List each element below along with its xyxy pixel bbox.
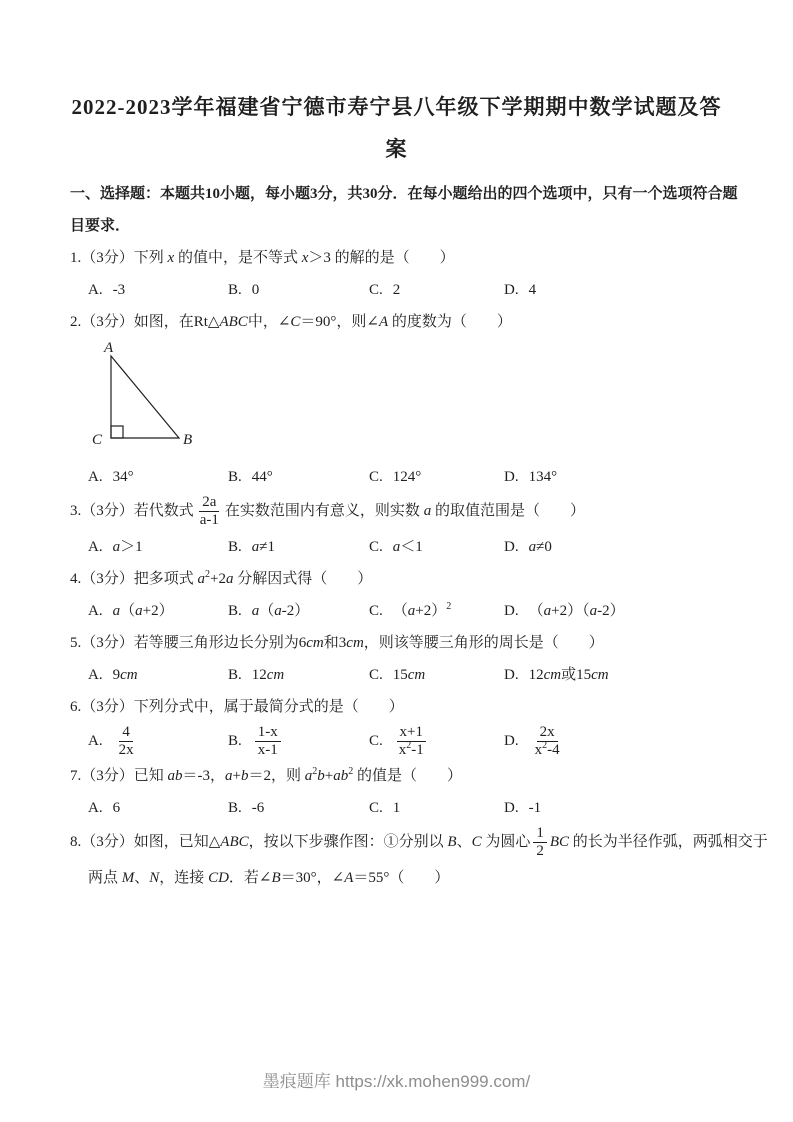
text-segment: ＝90°，则∠ bbox=[300, 314, 379, 330]
option-label: C. bbox=[369, 666, 383, 683]
option-text bbox=[113, 800, 121, 816]
text-segment: C bbox=[290, 314, 301, 330]
question-stem bbox=[0, 563, 793, 595]
text-segment: a bbox=[528, 538, 537, 555]
text-segment: ，连接 bbox=[159, 869, 209, 886]
text-segment: cm bbox=[543, 666, 562, 683]
text-segment: -1 bbox=[528, 800, 542, 816]
text-segment: 4.（3分）把多项式 bbox=[70, 570, 198, 587]
text-segment: a bbox=[423, 503, 432, 520]
question-stem bbox=[0, 760, 793, 792]
page-footer bbox=[0, 1067, 793, 1092]
text-segment: a bbox=[589, 602, 598, 619]
text-segment: 2x bbox=[118, 741, 134, 758]
text-segment: 2.（3分）如图，在Rt△ bbox=[70, 314, 220, 330]
option-text bbox=[252, 667, 285, 683]
question-stem bbox=[0, 242, 793, 274]
text-segment: 9 bbox=[112, 666, 121, 683]
question-2 bbox=[0, 306, 793, 493]
option-label: A. bbox=[88, 602, 103, 619]
text-segment: ＝55°（ ） bbox=[353, 869, 450, 886]
option-text bbox=[529, 282, 537, 298]
option-label: D. bbox=[504, 732, 519, 749]
option-label: C. bbox=[369, 282, 383, 298]
text-segment: 6.（3分）下列分式中，属于最简分式的是（ ） bbox=[70, 698, 404, 715]
option-C bbox=[369, 792, 504, 824]
option-label: A. bbox=[88, 469, 103, 485]
option-C bbox=[369, 274, 504, 306]
text-segment: 12 bbox=[251, 666, 267, 683]
section-intro-line1: 一、选择题：本题共10小题，每小题3分，共30分．在每小题给出的四个选项中，只有一个选项符合题 bbox=[70, 186, 738, 202]
text-segment: 134° bbox=[528, 469, 558, 485]
option-text bbox=[393, 667, 426, 683]
text-segment: 44° bbox=[251, 469, 273, 485]
question-stem-line bbox=[70, 563, 733, 595]
vertex-label-bottom-left: C bbox=[92, 432, 103, 448]
option-D bbox=[504, 531, 753, 563]
text-segment: a bbox=[135, 602, 143, 619]
fraction bbox=[533, 824, 547, 862]
fraction-denominator bbox=[197, 512, 222, 530]
vertex-label-top: A bbox=[104, 340, 114, 356]
option-label: B. bbox=[228, 538, 242, 555]
option-text bbox=[113, 667, 138, 683]
text-segment: 8.（3分）如图，已知△ bbox=[70, 834, 221, 851]
text-segment: 的值中，是不等式 bbox=[174, 250, 302, 266]
option-D bbox=[504, 723, 753, 761]
text-segment: ab bbox=[333, 768, 349, 784]
option-text bbox=[252, 539, 275, 555]
option-label: B. bbox=[228, 800, 242, 816]
option-label: D. bbox=[504, 282, 519, 298]
text-segment: 1 bbox=[536, 825, 544, 841]
option-text bbox=[252, 603, 310, 619]
text-segment: 1-x bbox=[257, 723, 278, 740]
text-segment: B bbox=[447, 834, 457, 851]
option-text bbox=[113, 723, 140, 758]
option-label: D. bbox=[504, 666, 519, 683]
text-segment: 、 bbox=[134, 869, 150, 886]
text-segment: +2）（ bbox=[551, 602, 590, 619]
option-text bbox=[529, 603, 625, 619]
section-intro bbox=[0, 178, 793, 242]
fraction bbox=[197, 493, 222, 531]
text-segment: 4 bbox=[122, 723, 130, 740]
text-segment: 15 bbox=[392, 666, 408, 683]
text-segment: 2 bbox=[406, 739, 412, 751]
text-segment: ，则该等腰三角形的周长是（ ） bbox=[363, 634, 604, 651]
option-text bbox=[529, 539, 552, 555]
option-D bbox=[504, 595, 753, 627]
text-segment: 、 bbox=[456, 834, 472, 851]
fraction bbox=[532, 723, 563, 761]
document-title-line1: 2022-2023学年福建省宁德市寿宁县八年级下学期期中数学试题及答 bbox=[71, 95, 722, 119]
fraction bbox=[255, 723, 281, 761]
vertex-label-bottom-right: B bbox=[183, 432, 193, 448]
text-segment: 2x bbox=[539, 723, 555, 740]
option-label: C. bbox=[369, 602, 383, 619]
text-segment: 1 bbox=[392, 800, 401, 816]
text-segment: +2） bbox=[142, 602, 174, 619]
option-label: D. bbox=[504, 538, 519, 555]
question-stem-line bbox=[70, 627, 733, 659]
option-C bbox=[369, 531, 504, 563]
text-segment: 5.（3分）若等腰三角形边长分别为6 bbox=[70, 634, 307, 651]
option-B bbox=[228, 531, 369, 563]
fraction-numerator bbox=[119, 723, 133, 742]
text-segment: a-1 bbox=[199, 512, 219, 529]
text-segment: 为圆心 bbox=[481, 834, 531, 851]
text-segment: cm bbox=[266, 666, 285, 683]
text-segment: x bbox=[534, 741, 543, 758]
text-segment: （ bbox=[528, 602, 544, 619]
option-A bbox=[88, 792, 228, 824]
text-segment: -1 bbox=[411, 741, 424, 758]
text-segment: cm bbox=[306, 634, 324, 651]
question-stem-line bbox=[70, 493, 733, 531]
text-segment: ＝2，则 bbox=[248, 768, 305, 784]
option-B bbox=[228, 723, 369, 761]
text-segment: +2 bbox=[210, 570, 226, 587]
option-text bbox=[252, 800, 265, 816]
option-text bbox=[393, 800, 401, 816]
options-row bbox=[0, 595, 793, 627]
text-segment: a bbox=[225, 768, 233, 784]
option-text bbox=[529, 469, 558, 485]
text-segment: x bbox=[398, 741, 407, 758]
question-stem-line bbox=[70, 760, 733, 792]
text-segment: a bbox=[274, 602, 282, 619]
question-stem-line bbox=[70, 306, 733, 338]
text-segment: 2 bbox=[542, 739, 548, 751]
question-stem bbox=[0, 691, 793, 723]
question-4 bbox=[0, 563, 793, 627]
option-label: A. bbox=[88, 732, 103, 749]
text-segment: ab bbox=[167, 768, 183, 784]
text-segment: 中，∠ bbox=[247, 314, 291, 330]
option-label: B. bbox=[228, 469, 242, 485]
option-text bbox=[113, 539, 143, 555]
option-D bbox=[504, 792, 753, 824]
option-label: C. bbox=[369, 538, 383, 555]
option-label: C. bbox=[369, 800, 383, 816]
document-title-line2: 案 bbox=[385, 137, 408, 161]
text-segment: ＜1 bbox=[400, 538, 423, 555]
question-8 bbox=[0, 824, 793, 894]
text-segment: 2 bbox=[312, 766, 318, 777]
text-segment: -6 bbox=[251, 800, 265, 816]
option-text bbox=[393, 282, 401, 298]
fraction-denominator bbox=[396, 739, 427, 760]
text-segment: b bbox=[317, 768, 325, 784]
fraction bbox=[116, 723, 137, 761]
question-stem-line bbox=[70, 824, 768, 862]
option-label: C. bbox=[369, 469, 383, 485]
text-segment: ＝-3， bbox=[182, 768, 226, 784]
text-segment: M bbox=[121, 869, 135, 886]
option-text bbox=[393, 469, 422, 485]
option-text bbox=[252, 282, 260, 298]
text-segment: 的度数为（ ） bbox=[388, 314, 512, 330]
text-segment: a bbox=[392, 538, 401, 555]
option-text bbox=[529, 800, 542, 816]
text-segment: cm bbox=[346, 634, 364, 651]
text-segment: ≠0 bbox=[536, 538, 552, 555]
right-angle-marker bbox=[111, 426, 123, 438]
text-segment: ．若∠ bbox=[228, 869, 272, 886]
option-label: A. bbox=[88, 666, 103, 683]
option-label: B. bbox=[228, 282, 242, 298]
text-segment: 34° bbox=[112, 469, 134, 485]
question-7 bbox=[0, 760, 793, 824]
option-A bbox=[88, 274, 228, 306]
option-text bbox=[252, 469, 273, 485]
text-segment: 2 bbox=[536, 843, 544, 860]
question-stem-line bbox=[70, 691, 733, 723]
text-segment: 2 bbox=[348, 766, 354, 777]
text-segment: N bbox=[149, 869, 160, 886]
fraction-denominator bbox=[255, 742, 281, 760]
text-segment: C bbox=[471, 834, 482, 851]
text-segment: 3.（3分）若代数式 bbox=[70, 503, 194, 520]
text-segment: +2） bbox=[415, 602, 447, 619]
question-stem-line bbox=[70, 862, 733, 894]
question-6 bbox=[0, 691, 793, 761]
option-text bbox=[252, 723, 284, 758]
text-segment: 2 bbox=[392, 282, 401, 298]
option-A bbox=[88, 461, 228, 493]
text-segment: CD bbox=[208, 869, 229, 886]
option-text bbox=[392, 600, 452, 619]
option-A bbox=[88, 659, 228, 691]
text-segment: x+1 bbox=[399, 723, 423, 740]
text-segment: （ bbox=[120, 602, 136, 619]
text-segment: B bbox=[271, 869, 281, 886]
text-segment: ≠1 bbox=[259, 538, 275, 555]
text-segment: 的值是（ ） bbox=[353, 768, 462, 784]
text-segment: a bbox=[251, 538, 260, 555]
fraction bbox=[396, 723, 427, 761]
option-text bbox=[393, 723, 430, 758]
option-label: A. bbox=[88, 800, 103, 816]
text-segment: ＝30°，∠ bbox=[280, 869, 345, 886]
text-segment: 12 bbox=[528, 666, 544, 683]
text-segment: A bbox=[344, 869, 354, 886]
text-segment: + bbox=[324, 768, 334, 784]
text-segment: b bbox=[240, 768, 249, 784]
option-label: C. bbox=[369, 732, 383, 749]
text-segment: -4 bbox=[547, 741, 560, 758]
text-segment: （ bbox=[392, 602, 408, 619]
text-segment: x bbox=[301, 250, 309, 266]
question-stem bbox=[0, 627, 793, 659]
fraction-numerator bbox=[255, 723, 281, 742]
option-text bbox=[393, 539, 423, 555]
option-label: D. bbox=[504, 602, 519, 619]
text-segment: a bbox=[251, 602, 260, 619]
option-B bbox=[228, 792, 369, 824]
option-label: D. bbox=[504, 800, 519, 816]
option-C bbox=[369, 723, 504, 761]
text-segment: 两点 bbox=[88, 869, 122, 886]
right-triangle-figure bbox=[88, 340, 200, 454]
text-segment: 在实数范围内有意义，则实数 bbox=[224, 503, 424, 520]
text-segment: cm bbox=[120, 666, 138, 683]
option-label: D. bbox=[504, 469, 519, 485]
option-A bbox=[88, 723, 228, 761]
option-D bbox=[504, 274, 753, 306]
text-segment: 或15 bbox=[561, 666, 592, 683]
option-B bbox=[228, 659, 369, 691]
text-segment: 2 bbox=[205, 568, 211, 580]
footer-site-link[interactable]: 墨痕题库 https://xk.mohen999.com/ bbox=[262, 1072, 531, 1091]
questions-list bbox=[0, 242, 793, 894]
text-segment: a bbox=[112, 538, 121, 555]
options-row bbox=[0, 531, 793, 563]
options-row bbox=[0, 723, 793, 761]
text-segment: 124° bbox=[392, 469, 422, 485]
option-text bbox=[113, 469, 134, 485]
option-D bbox=[504, 461, 753, 493]
option-B bbox=[228, 461, 369, 493]
options-row bbox=[0, 461, 793, 493]
option-B bbox=[228, 595, 369, 627]
text-segment: ，按以下步骤作图：①分别以 bbox=[248, 834, 448, 851]
fraction-numerator bbox=[537, 723, 558, 742]
text-segment: x bbox=[167, 250, 175, 266]
text-segment: 4 bbox=[528, 282, 537, 298]
option-text bbox=[113, 603, 174, 619]
fraction-denominator bbox=[116, 742, 137, 760]
text-segment: -3 bbox=[112, 282, 126, 298]
text-segment: 2a bbox=[202, 494, 217, 510]
option-A bbox=[88, 531, 228, 563]
text-segment: ＞1 bbox=[120, 538, 143, 555]
text-segment: 6 bbox=[112, 800, 121, 816]
text-segment: ABC bbox=[219, 314, 248, 330]
question-stem bbox=[0, 824, 793, 894]
text-segment: x-1 bbox=[257, 741, 278, 758]
text-segment: a bbox=[304, 768, 313, 784]
text-segment: A bbox=[378, 314, 389, 330]
option-text bbox=[529, 723, 566, 758]
text-segment: 的长为半径作弧，两弧相交于 bbox=[569, 834, 768, 851]
text-segment: 的取值范围是（ ） bbox=[431, 503, 585, 520]
text-segment: BC bbox=[549, 834, 570, 851]
text-segment: a bbox=[112, 602, 121, 619]
question-1 bbox=[0, 242, 793, 306]
options-row bbox=[0, 792, 793, 824]
text-segment: 0 bbox=[251, 282, 260, 298]
text-segment: cm bbox=[591, 666, 609, 683]
fraction-denominator bbox=[532, 739, 563, 760]
question-figure bbox=[88, 340, 793, 459]
text-segment: ＞3 的解的是（ ） bbox=[308, 250, 455, 266]
fraction-numerator bbox=[397, 723, 426, 742]
section-intro-line2: 目要求． bbox=[70, 218, 131, 234]
text-segment: -2） bbox=[597, 602, 625, 619]
option-A bbox=[88, 595, 228, 627]
text-segment: 7.（3分）已知 bbox=[70, 768, 168, 784]
text-segment: ABC bbox=[220, 834, 249, 851]
option-B bbox=[228, 274, 369, 306]
text-segment: a bbox=[197, 570, 206, 587]
text-segment: a bbox=[407, 602, 416, 619]
text-segment: + bbox=[232, 768, 241, 784]
option-D bbox=[504, 659, 753, 691]
option-label: B. bbox=[228, 602, 242, 619]
text-segment: -2） bbox=[281, 602, 310, 619]
fraction-denominator bbox=[533, 843, 547, 861]
option-text bbox=[113, 282, 126, 298]
option-label: A. bbox=[88, 538, 103, 555]
option-label: B. bbox=[228, 732, 242, 749]
option-label: B. bbox=[228, 666, 242, 683]
options-row bbox=[0, 659, 793, 691]
option-C bbox=[369, 659, 504, 691]
options-row bbox=[0, 274, 793, 306]
option-text bbox=[529, 667, 609, 683]
option-C bbox=[369, 461, 504, 493]
question-5 bbox=[0, 627, 793, 691]
text-segment: a bbox=[543, 602, 552, 619]
text-segment: （ bbox=[259, 602, 275, 619]
fraction-numerator bbox=[533, 824, 547, 843]
text-segment: 和3 bbox=[323, 634, 347, 651]
question-stem bbox=[0, 493, 793, 531]
document-title bbox=[0, 0, 793, 170]
text-segment: 分解因式得（ ） bbox=[233, 570, 373, 587]
text-segment: 2 bbox=[446, 600, 452, 612]
text-segment: a bbox=[225, 570, 234, 587]
text-segment: cm bbox=[407, 666, 426, 683]
question-stem-line bbox=[70, 242, 733, 274]
text-segment: 1.（3分）下列 bbox=[70, 250, 168, 266]
fraction-numerator bbox=[199, 493, 219, 512]
option-C bbox=[369, 595, 504, 627]
question-stem bbox=[0, 306, 793, 338]
question-3 bbox=[0, 493, 793, 563]
option-label: A. bbox=[88, 282, 103, 298]
